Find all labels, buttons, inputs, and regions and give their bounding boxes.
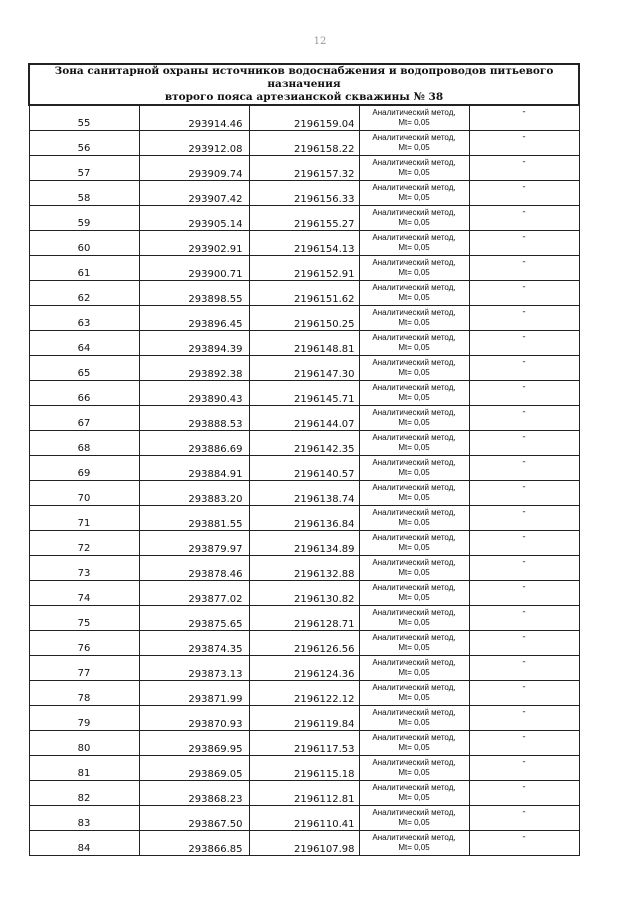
method-cell	[359, 231, 469, 256]
method-label: Аналитический метод,	[372, 258, 456, 267]
point-number-cell: 73	[29, 556, 139, 581]
x-coordinate-cell: 293867.50	[139, 806, 249, 831]
coordinates-table	[28, 63, 580, 856]
point-number-cell: 74	[29, 581, 139, 606]
note-cell: -	[469, 381, 579, 406]
precision-label: Mt= 0,05	[398, 718, 430, 727]
precision-label: Mt= 0,05	[398, 818, 430, 827]
table-title-line1: Зона санитарной охраны источников водоснабжения и водопроводов питьевого назначения	[54, 65, 554, 90]
method-cell	[359, 756, 469, 781]
y-coordinate-cell: 2196152.91	[249, 256, 359, 281]
method-label: Аналитический метод,	[372, 533, 456, 542]
method-label: Аналитический метод,	[372, 283, 456, 292]
point-number-cell: 78	[29, 681, 139, 706]
method-cell	[359, 456, 469, 481]
y-coordinate-cell: 2196145.71	[249, 381, 359, 406]
x-coordinate-cell: 293894.39	[139, 331, 249, 356]
note-cell: -	[469, 506, 579, 531]
precision-label: Mt= 0,05	[398, 843, 430, 852]
y-coordinate-cell: 2196124.36	[249, 656, 359, 681]
table-row	[29, 531, 579, 556]
point-number-cell: 83	[29, 806, 139, 831]
method-label: Аналитический метод,	[372, 108, 456, 117]
table-row	[29, 431, 579, 456]
precision-label: Mt= 0,05	[398, 468, 430, 477]
y-coordinate-cell: 2196107.98	[249, 831, 359, 856]
table-body	[29, 64, 579, 856]
note-cell: -	[469, 105, 579, 131]
note-cell: -	[469, 831, 579, 856]
y-coordinate-cell: 2196132.88	[249, 556, 359, 581]
table-row	[29, 656, 579, 681]
precision-label: Mt= 0,05	[398, 143, 430, 152]
x-coordinate-cell: 293879.97	[139, 531, 249, 556]
method-cell	[359, 781, 469, 806]
y-coordinate-cell: 2196136.84	[249, 506, 359, 531]
precision-label: Mt= 0,05	[398, 193, 430, 202]
y-coordinate-cell: 2196142.35	[249, 431, 359, 456]
y-coordinate-cell: 2196122.12	[249, 681, 359, 706]
y-coordinate-cell: 2196115.18	[249, 756, 359, 781]
method-cell	[359, 181, 469, 206]
point-number-cell: 62	[29, 281, 139, 306]
point-number-cell: 58	[29, 181, 139, 206]
precision-label: Mt= 0,05	[398, 743, 430, 752]
table-row	[29, 306, 579, 331]
note-cell: -	[469, 581, 579, 606]
table-row	[29, 831, 579, 856]
point-number-cell: 65	[29, 356, 139, 381]
method-cell	[359, 406, 469, 431]
precision-label: Mt= 0,05	[398, 168, 430, 177]
table-row	[29, 731, 579, 756]
precision-label: Mt= 0,05	[398, 668, 430, 677]
note-cell: -	[469, 356, 579, 381]
table-header-cell	[29, 64, 579, 105]
table-row	[29, 131, 579, 156]
table-row	[29, 581, 579, 606]
y-coordinate-cell: 2196112.81	[249, 781, 359, 806]
precision-label: Mt= 0,05	[398, 268, 430, 277]
note-cell: -	[469, 156, 579, 181]
point-number-cell: 70	[29, 481, 139, 506]
table-row	[29, 156, 579, 181]
method-cell	[359, 831, 469, 856]
method-cell	[359, 381, 469, 406]
point-number-cell: 80	[29, 731, 139, 756]
y-coordinate-cell: 2196144.07	[249, 406, 359, 431]
note-cell: -	[469, 281, 579, 306]
x-coordinate-cell: 293871.99	[139, 681, 249, 706]
table-row	[29, 456, 579, 481]
method-cell	[359, 706, 469, 731]
table-row	[29, 681, 579, 706]
precision-label: Mt= 0,05	[398, 443, 430, 452]
x-coordinate-cell: 293868.23	[139, 781, 249, 806]
point-number-cell: 59	[29, 206, 139, 231]
precision-label: Mt= 0,05	[398, 318, 430, 327]
note-cell: -	[469, 706, 579, 731]
method-cell	[359, 556, 469, 581]
method-label: Аналитический метод,	[372, 433, 456, 442]
method-label: Аналитический метод,	[372, 583, 456, 592]
x-coordinate-cell: 293884.91	[139, 456, 249, 481]
method-label: Аналитический метод,	[372, 633, 456, 642]
note-cell: -	[469, 131, 579, 156]
note-cell: -	[469, 731, 579, 756]
method-cell	[359, 131, 469, 156]
point-number-cell: 67	[29, 406, 139, 431]
note-cell: -	[469, 456, 579, 481]
y-coordinate-cell: 2196156.33	[249, 181, 359, 206]
x-coordinate-cell: 293883.20	[139, 481, 249, 506]
y-coordinate-cell: 2196130.82	[249, 581, 359, 606]
x-coordinate-cell: 293909.74	[139, 156, 249, 181]
page-number: 12	[313, 36, 327, 47]
point-number-cell: 79	[29, 706, 139, 731]
note-cell: -	[469, 256, 579, 281]
y-coordinate-cell: 2196147.30	[249, 356, 359, 381]
table-row	[29, 331, 579, 356]
table-row	[29, 756, 579, 781]
y-coordinate-cell: 2196155.27	[249, 206, 359, 231]
x-coordinate-cell: 293892.38	[139, 356, 249, 381]
point-number-cell: 57	[29, 156, 139, 181]
note-cell: -	[469, 656, 579, 681]
method-cell	[359, 606, 469, 631]
x-coordinate-cell: 293877.02	[139, 581, 249, 606]
x-coordinate-cell: 293912.08	[139, 131, 249, 156]
y-coordinate-cell: 2196148.81	[249, 331, 359, 356]
method-cell	[359, 331, 469, 356]
method-label: Аналитический метод,	[372, 158, 456, 167]
table-header-row	[29, 64, 579, 105]
table-row	[29, 506, 579, 531]
method-cell	[359, 105, 469, 131]
method-cell	[359, 806, 469, 831]
method-label: Аналитический метод,	[372, 683, 456, 692]
method-cell	[359, 656, 469, 681]
method-label: Аналитический метод,	[372, 208, 456, 217]
precision-label: Mt= 0,05	[398, 493, 430, 502]
precision-label: Mt= 0,05	[398, 243, 430, 252]
table-row	[29, 381, 579, 406]
x-coordinate-cell: 293900.71	[139, 256, 249, 281]
precision-label: Mt= 0,05	[398, 518, 430, 527]
note-cell: -	[469, 606, 579, 631]
method-label: Аналитический метод,	[372, 233, 456, 242]
point-number-cell: 63	[29, 306, 139, 331]
table-row	[29, 606, 579, 631]
method-label: Аналитический метод,	[372, 308, 456, 317]
method-label: Аналитический метод,	[372, 758, 456, 767]
method-cell	[359, 581, 469, 606]
method-label: Аналитический метод,	[372, 808, 456, 817]
precision-label: Mt= 0,05	[398, 343, 430, 352]
precision-label: Mt= 0,05	[398, 368, 430, 377]
method-cell	[359, 431, 469, 456]
method-label: Аналитический метод,	[372, 383, 456, 392]
note-cell: -	[469, 481, 579, 506]
x-coordinate-cell: 293869.95	[139, 731, 249, 756]
point-number-cell: 55	[29, 105, 139, 131]
method-cell	[359, 156, 469, 181]
point-number-cell: 82	[29, 781, 139, 806]
y-coordinate-cell: 2196110.41	[249, 806, 359, 831]
y-coordinate-cell: 2196150.25	[249, 306, 359, 331]
y-coordinate-cell: 2196140.57	[249, 456, 359, 481]
y-coordinate-cell: 2196157.32	[249, 156, 359, 181]
precision-label: Mt= 0,05	[398, 218, 430, 227]
x-coordinate-cell: 293869.05	[139, 756, 249, 781]
x-coordinate-cell: 293875.65	[139, 606, 249, 631]
point-number-cell: 69	[29, 456, 139, 481]
y-coordinate-cell: 2196154.13	[249, 231, 359, 256]
y-coordinate-cell: 2196151.62	[249, 281, 359, 306]
y-coordinate-cell: 2196119.84	[249, 706, 359, 731]
method-label: Аналитический метод,	[372, 133, 456, 142]
method-label: Аналитический метод,	[372, 833, 456, 842]
point-number-cell: 77	[29, 656, 139, 681]
precision-label: Mt= 0,05	[398, 293, 430, 302]
method-cell	[359, 681, 469, 706]
method-label: Аналитический метод,	[372, 783, 456, 792]
method-label: Аналитический метод,	[372, 358, 456, 367]
y-coordinate-cell: 2196126.56	[249, 631, 359, 656]
method-label: Аналитический метод,	[372, 708, 456, 717]
method-cell	[359, 506, 469, 531]
y-coordinate-cell: 2196159.04	[249, 105, 359, 131]
table-row	[29, 631, 579, 656]
point-number-cell: 81	[29, 756, 139, 781]
point-number-cell: 60	[29, 231, 139, 256]
precision-label: Mt= 0,05	[398, 793, 430, 802]
note-cell: -	[469, 556, 579, 581]
table-row	[29, 181, 579, 206]
table-row	[29, 406, 579, 431]
note-cell: -	[469, 806, 579, 831]
table-row	[29, 105, 579, 131]
precision-label: Mt= 0,05	[398, 418, 430, 427]
note-cell: -	[469, 756, 579, 781]
x-coordinate-cell: 293888.53	[139, 406, 249, 431]
x-coordinate-cell: 293866.85	[139, 831, 249, 856]
x-coordinate-cell: 293890.43	[139, 381, 249, 406]
point-number-cell: 76	[29, 631, 139, 656]
note-cell: -	[469, 431, 579, 456]
point-number-cell: 61	[29, 256, 139, 281]
precision-label: Mt= 0,05	[398, 393, 430, 402]
note-cell: -	[469, 331, 579, 356]
note-cell: -	[469, 231, 579, 256]
precision-label: Mt= 0,05	[398, 643, 430, 652]
table-row	[29, 556, 579, 581]
method-label: Аналитический метод,	[372, 558, 456, 567]
method-cell	[359, 206, 469, 231]
note-cell: -	[469, 631, 579, 656]
point-number-cell: 68	[29, 431, 139, 456]
y-coordinate-cell: 2196138.74	[249, 481, 359, 506]
x-coordinate-cell: 293886.69	[139, 431, 249, 456]
method-label: Аналитический метод,	[372, 333, 456, 342]
note-cell: -	[469, 681, 579, 706]
method-label: Аналитический метод,	[372, 658, 456, 667]
point-number-cell: 71	[29, 506, 139, 531]
precision-label: Mt= 0,05	[398, 693, 430, 702]
x-coordinate-cell: 293870.93	[139, 706, 249, 731]
method-cell	[359, 481, 469, 506]
method-cell	[359, 356, 469, 381]
note-cell: -	[469, 406, 579, 431]
method-cell	[359, 256, 469, 281]
x-coordinate-cell: 293898.55	[139, 281, 249, 306]
precision-label: Mt= 0,05	[398, 768, 430, 777]
precision-label: Mt= 0,05	[398, 618, 430, 627]
note-cell: -	[469, 306, 579, 331]
table-row	[29, 206, 579, 231]
note-cell: -	[469, 181, 579, 206]
precision-label: Mt= 0,05	[398, 118, 430, 127]
y-coordinate-cell: 2196158.22	[249, 131, 359, 156]
table-row	[29, 706, 579, 731]
method-cell	[359, 531, 469, 556]
method-cell	[359, 731, 469, 756]
method-label: Аналитический метод,	[372, 183, 456, 192]
point-number-cell: 84	[29, 831, 139, 856]
y-coordinate-cell: 2196128.71	[249, 606, 359, 631]
note-cell: -	[469, 206, 579, 231]
x-coordinate-cell: 293905.14	[139, 206, 249, 231]
x-coordinate-cell: 293902.91	[139, 231, 249, 256]
precision-label: Mt= 0,05	[398, 593, 430, 602]
method-cell	[359, 281, 469, 306]
table-row	[29, 256, 579, 281]
table-row	[29, 281, 579, 306]
note-cell: -	[469, 531, 579, 556]
x-coordinate-cell: 293914.46	[139, 105, 249, 131]
x-coordinate-cell: 293873.13	[139, 656, 249, 681]
x-coordinate-cell: 293881.55	[139, 506, 249, 531]
table-row	[29, 806, 579, 831]
x-coordinate-cell: 293878.46	[139, 556, 249, 581]
method-label: Аналитический метод,	[372, 408, 456, 417]
note-cell: -	[469, 781, 579, 806]
y-coordinate-cell: 2196117.53	[249, 731, 359, 756]
point-number-cell: 66	[29, 381, 139, 406]
table-row	[29, 781, 579, 806]
precision-label: Mt= 0,05	[398, 568, 430, 577]
method-label: Аналитический метод,	[372, 733, 456, 742]
y-coordinate-cell: 2196134.89	[249, 531, 359, 556]
x-coordinate-cell: 293874.35	[139, 631, 249, 656]
x-coordinate-cell: 293896.45	[139, 306, 249, 331]
table-row	[29, 231, 579, 256]
table-row	[29, 356, 579, 381]
x-coordinate-cell: 293907.42	[139, 181, 249, 206]
table-title-line2: второго пояса артезианской скважины № 38	[164, 91, 444, 103]
method-cell	[359, 306, 469, 331]
point-number-cell: 64	[29, 331, 139, 356]
method-label: Аналитический метод,	[372, 608, 456, 617]
method-label: Аналитический метод,	[372, 483, 456, 492]
method-cell	[359, 631, 469, 656]
point-number-cell: 75	[29, 606, 139, 631]
point-number-cell: 72	[29, 531, 139, 556]
method-label: Аналитический метод,	[372, 458, 456, 467]
table-row	[29, 481, 579, 506]
point-number-cell: 56	[29, 131, 139, 156]
precision-label: Mt= 0,05	[398, 543, 430, 552]
method-label: Аналитический метод,	[372, 508, 456, 517]
